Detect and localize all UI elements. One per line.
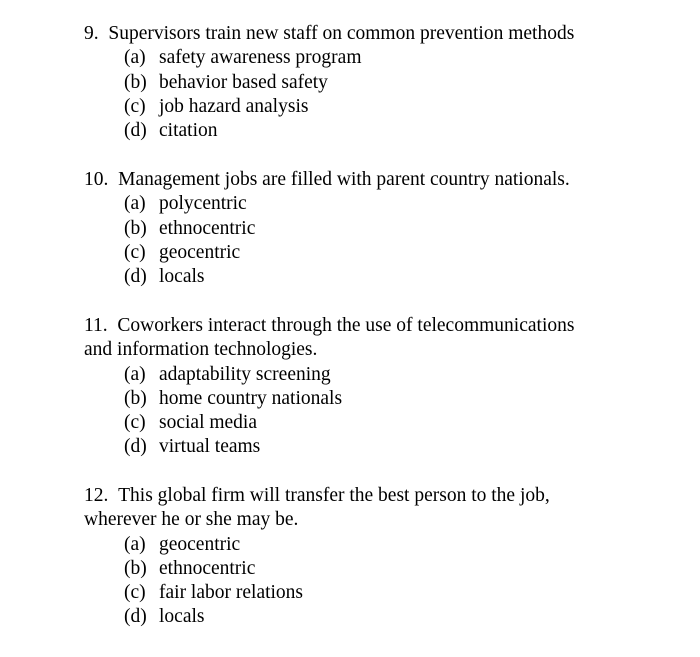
option-letter: (d): [124, 266, 147, 288]
option-text: ethnocentric: [159, 557, 256, 579]
option-letter: (b): [124, 217, 147, 239]
option-letter: (c): [124, 241, 146, 263]
question-stem: This global firm will transfer the best person to the job,: [118, 485, 550, 506]
question-11: [84, 314, 624, 460]
option-text: citation: [159, 120, 218, 142]
option-c: [84, 95, 624, 119]
option-text: locals: [159, 266, 205, 288]
option-c: [84, 411, 624, 435]
option-text: geocentric: [159, 533, 241, 555]
question-stem: Supervisors train new staff on common prevention methods: [108, 23, 575, 44]
question-number: 11.: [84, 315, 108, 336]
option-a: [84, 533, 624, 557]
question-9: [84, 22, 624, 143]
option-text: adaptability screening: [159, 363, 331, 385]
question-text: [84, 484, 624, 508]
option-b: [84, 557, 624, 581]
option-text: fair labor relations: [159, 582, 304, 604]
option-a: [84, 192, 624, 216]
option-text: behavior based safety: [159, 71, 328, 93]
option-letter: (a): [124, 363, 146, 385]
question-text: [84, 314, 624, 338]
option-letter: (a): [124, 533, 146, 555]
question-text: [84, 168, 624, 192]
option-letter: (b): [124, 387, 147, 409]
option-b: [84, 387, 624, 411]
option-letter: (c): [124, 412, 146, 434]
option-text: virtual teams: [159, 436, 261, 458]
option-text: social media: [159, 412, 258, 434]
question-text-continued: wherever he or she may be.: [84, 509, 299, 531]
option-text: ethnocentric: [159, 217, 256, 239]
option-letter: (d): [124, 436, 147, 458]
option-d: [84, 119, 624, 143]
option-letter: (a): [124, 193, 146, 215]
question-text-continued: and information technologies.: [84, 339, 318, 361]
option-a: [84, 46, 624, 70]
option-text: geocentric: [159, 241, 241, 263]
option-d: [84, 265, 624, 289]
question-stem: Coworkers interact through the use of telecommunications: [117, 315, 575, 336]
question-text: [84, 22, 624, 46]
option-letter: (a): [124, 47, 146, 69]
option-letter: (c): [124, 95, 146, 117]
question-number: 10.: [84, 169, 109, 190]
option-letter: (b): [124, 557, 147, 579]
option-text: safety awareness program: [159, 47, 362, 69]
option-letter: (c): [124, 582, 146, 604]
option-text: job hazard analysis: [159, 95, 309, 117]
option-text: locals: [159, 606, 205, 628]
option-b: [84, 217, 624, 241]
question-number: 12.: [84, 485, 109, 506]
option-d: [84, 605, 624, 629]
option-letter: (d): [124, 120, 147, 142]
option-c: [84, 581, 624, 605]
option-b: [84, 71, 624, 95]
option-a: [84, 363, 624, 387]
option-letter: (d): [124, 606, 147, 628]
option-c: [84, 241, 624, 265]
option-letter: (b): [124, 71, 147, 93]
option-text: polycentric: [159, 193, 247, 215]
question-12: [84, 484, 624, 630]
question-number: 9.: [84, 23, 99, 44]
option-d: [84, 435, 624, 459]
question-10: [84, 168, 624, 289]
question-stem: Management jobs are filled with parent country nationals.: [118, 169, 570, 190]
option-text: home country nationals: [159, 387, 343, 409]
